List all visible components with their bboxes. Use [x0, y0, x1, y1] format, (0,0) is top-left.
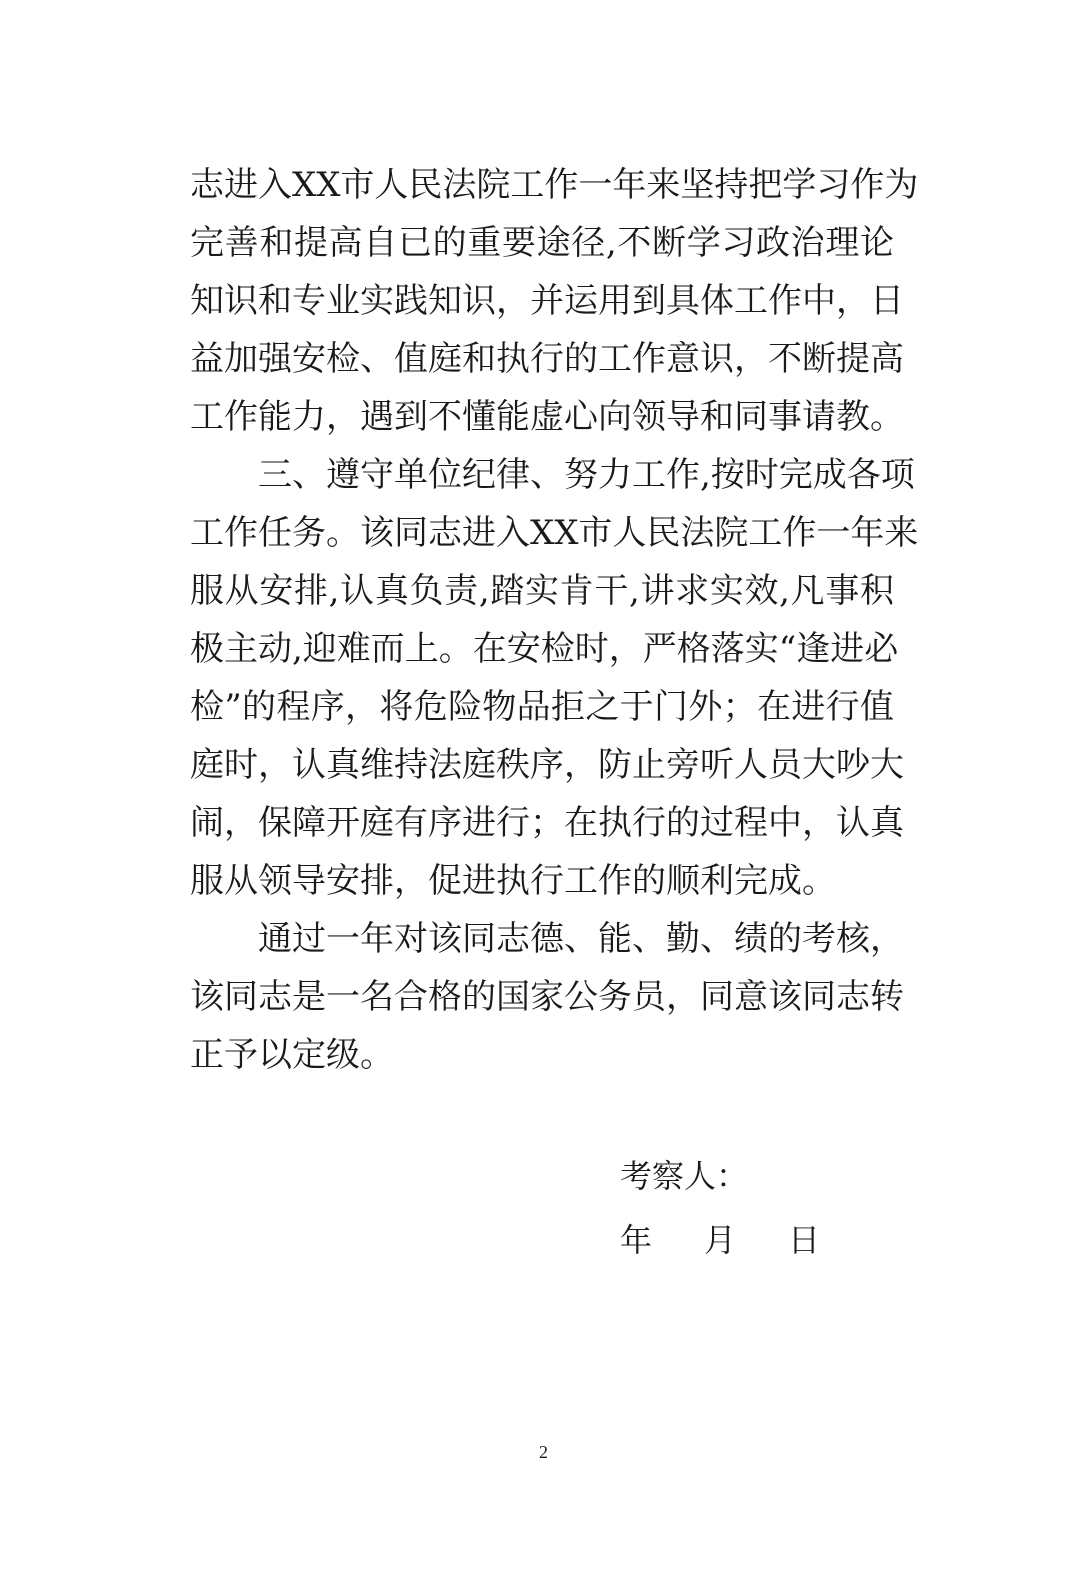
section-heading-line: 三、遵守单位纪律、努力工作,按时完成各项	[258, 455, 915, 495]
paragraph-line: 闹，保障开庭有序进行；在执行的过程中，认真	[190, 803, 904, 843]
conclusion-line: 正予以定级。	[190, 1035, 394, 1075]
paragraph-line: 极主动,迎难而上。在安检时，严格落实“逢进必	[190, 629, 899, 669]
paragraph-line: 服从安排,认真负责,踏实肯干,讲求实效,凡事积	[190, 571, 894, 611]
paragraph-line: 志进入XX市人民法院工作一年来坚持把学习作为	[190, 165, 919, 205]
paragraph-line: 庭时，认真维持法庭秩序，防止旁听人员大吵大	[190, 745, 904, 785]
date-day: 日	[788, 1221, 821, 1259]
date-year: 年	[620, 1221, 653, 1259]
date-month: 月	[704, 1221, 737, 1259]
page-number: 2	[539, 1442, 548, 1462]
conclusion-line: 该同志是一名合格的国家公务员，同意该同志转	[190, 977, 904, 1017]
paragraph-line: 知识和专业实践知识，并运用到具体工作中，日	[190, 281, 904, 321]
inspector-label: 考察人：	[620, 1157, 749, 1195]
paragraph-line: 完善和提高自已的重要途径,不断学习政治理论	[190, 223, 894, 263]
paragraph-line: 检”的程序，将危险物品拒之于门外；在进行值	[190, 687, 894, 727]
conclusion-line: 通过一年对该同志德、能、勤、绩的考核，	[258, 919, 904, 959]
paragraph-line: 工作任务。该同志进入XX市人民法院工作一年来	[190, 513, 919, 553]
paragraph-line: 益加强安检、值庭和执行的工作意识，不断提高	[190, 339, 904, 379]
paragraph-line: 工作能力，遇到不懂能虚心向领导和同事请教。	[190, 397, 904, 437]
paragraph-line: 服从领导安排，促进执行工作的顺利完成。	[190, 861, 836, 901]
